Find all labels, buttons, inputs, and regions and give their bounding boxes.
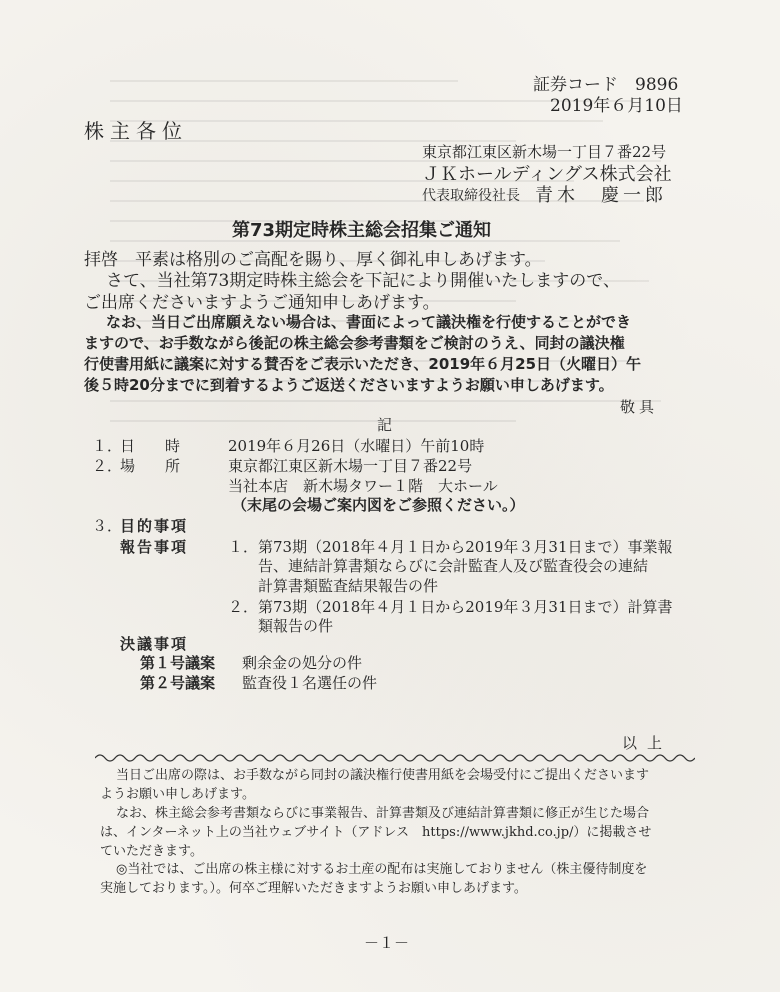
- notice-line: なお、当日ご出席願えない場合は、書面によって議決権を行使することができ: [106, 313, 632, 331]
- place-label: 場所: [120, 457, 211, 475]
- place-note: （末尾の会場ご案内図をご参照ください。）: [232, 496, 525, 514]
- report-number: １．: [228, 538, 259, 556]
- proposal-text: 監査役１名選任の件: [242, 674, 378, 692]
- greeting-line: ご出席くださいますようご通知申しあげます。: [84, 293, 440, 313]
- notice-date: 2019年６月10日: [550, 96, 683, 116]
- greeting-line: さて、当社第73期定時株主総会を下記により開催いたしますので、: [106, 271, 620, 291]
- footnote-line: ていただきます。: [100, 844, 203, 859]
- proposal-label: 第１号議案: [140, 654, 216, 672]
- footnote-line: 当日ご出席の際は、お手数ながら同封の議決権行使書用紙を会場受付にご提出くださいます: [116, 768, 650, 783]
- footnote-line: ようお願い申しあげます。: [100, 787, 255, 802]
- resolution-label: 決議事項: [120, 635, 189, 653]
- report-text: 第73期（2018年４月１日から2019年３月31日まで）計算書: [258, 598, 673, 616]
- place-venue: 当社本店 新木場タワー１階 大ホール: [228, 477, 498, 495]
- agenda-label: 目的事項: [120, 517, 189, 535]
- footnote-line: は、インターネット上の当社ウェブサイト（アドレス https://www.jkhd.co.jp/）に掲載させ: [100, 825, 652, 840]
- company-name: ＪＫホールディングス株式会社: [422, 164, 672, 185]
- wavy-divider: [95, 752, 695, 764]
- item-number: １．: [92, 437, 123, 455]
- representative-name: 青木 慶一郎: [535, 185, 667, 206]
- item-number: ２．: [92, 457, 123, 475]
- ki-heading: 記: [377, 416, 393, 434]
- report-number: ２．: [228, 598, 259, 616]
- report-text: 告、連結計算書類ならびに会計監査人及び監査役会の連結: [258, 557, 649, 575]
- report-text: 第73期（2018年４月１日から2019年３月31日まで）事業報: [258, 538, 673, 556]
- addressee: 株主各位: [84, 119, 188, 143]
- notice-line: 後５時20分までに到着するようご返送くださいますようお願い申しあげます。: [84, 376, 614, 394]
- item-number: ３．: [92, 517, 123, 535]
- proposal-label: 第２号議案: [140, 674, 216, 692]
- securities-code: 証券コード 9896: [533, 75, 679, 95]
- footnote-line: なお、株主総会参考書類ならびに事業報告、計算書類及び連結計算書類に修正が生じた場合: [116, 806, 650, 821]
- datetime-label: 日時: [120, 437, 211, 455]
- company-address: 東京都江東区新木場一丁目７番22号: [422, 143, 667, 161]
- greeting-line: 拝啓 平素は格別のご高配を賜り、厚く御礼申しあげます。: [84, 250, 542, 270]
- document-title: 第73期定時株主総会招集ご通知: [232, 220, 492, 241]
- place-value: 東京都江東区新木場一丁目７番22号: [228, 457, 473, 475]
- page-number: －１－: [364, 934, 410, 952]
- datetime-value: 2019年６月26日（水曜日）午前10時: [228, 437, 485, 455]
- closing-salutation: 敬具: [620, 398, 659, 416]
- footnote-line: 実施しております。）。何卒ご理解いただきますようお願い申しあげます。: [100, 881, 527, 896]
- report-label: 報告事項: [120, 538, 189, 556]
- representative-title: 代表取締役社長: [422, 188, 520, 204]
- proposal-text: 剰余金の処分の件: [242, 654, 363, 672]
- notice-line: 行使書用紙に議案に対する賛否をご表示いただき、2019年６月25日（火曜日）午: [84, 355, 642, 373]
- report-text: 計算書類監査結果報告の件: [258, 577, 439, 595]
- end-mark: 以上: [622, 734, 673, 752]
- report-text: 類報告の件: [258, 617, 334, 635]
- footnote-line: ◎当社では、ご出席の株主様に対するお土産の配布は実施しておりません（株主優待制度を: [116, 862, 648, 877]
- notice-line: ますので、お手数ながら後記の株主総会参考書類をご検討のうえ、同封の議決権: [84, 334, 625, 352]
